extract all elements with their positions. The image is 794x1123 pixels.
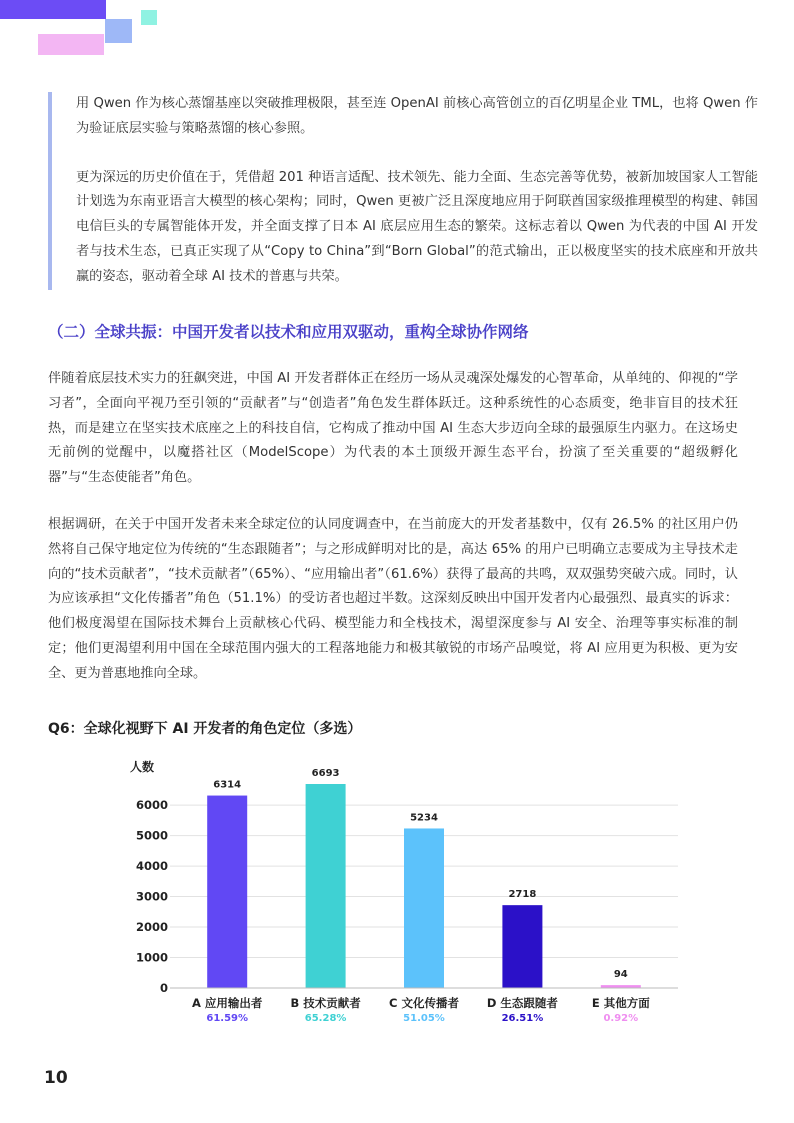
percentage-label-4: 26.51% — [501, 1013, 544, 1024]
percentage-label-1: 61.59% — [206, 1013, 249, 1024]
quote-paragraph-2: 更为深远的历史价值在于，凭借超 201 种语言适配、技术领先、能力全面、生态完善等优势，被新加坡国家人工智能计划选为东南亚语言大模型的核心架构；同时，Qwen 更被广泛且深度地应用于阿联酋国家级推理模型的构建、韩国电信巨头的专属智能体开发，并全面支撑了日本 AI 底层应用生态的繁荣。这标志着以 Qwen 为代表的中国 AI 开发者与技术生态，已真正实现了从“Copy to China”到“Born Global”的范式输出，正以极度坚实的技术底座和开放共赢的姿态，驱动着全球 AI 技术的普惠与共荣。 — [76, 169, 758, 284]
x-tick-label-4: D 生态跟随者 — [486, 996, 558, 1010]
bar-value-label-5: 94 — [613, 969, 628, 981]
bar-2 — [306, 784, 346, 988]
y-tick-label-2: 2000 — [135, 920, 168, 935]
y-tick-label-6: 6000 — [135, 798, 168, 813]
x-tick-label-1: A 应用输出者 — [191, 996, 263, 1010]
y-tick-label-3: 3000 — [135, 889, 168, 904]
body-paragraph-1: 伴随着底层技术实力的狂飙突进，中国 AI 开发者群体正在经历一场从灵魂深处爆发的心智革命，从单纯的、仰视的“学习者”，全面向平视乃至引领的“贡献者”与“创造者”角色发生群体跃迁。这种系统性的心态质变，绝非盲目的技术狂热，而是建立在坚实技术底座之上的科技自信，它构成了推动中国 AI 生态大步迈向全球的最强原生内驱力。在这场史无前例的觉醒中，以魔搭社区（ModelScope）为代表的本土顶级开源生态平台，扮演了至关重要的“超级孵化器”与“生态使能者”角色。 — [48, 371, 738, 486]
y-tick-label-5: 5000 — [135, 828, 168, 843]
bar-1 — [207, 796, 247, 988]
body-paragraph-2: 根据调研，在关于中国开发者未来全球定位的认同度调查中，在当前庞大的开发者基数中，仅有 26.5% 的社区用户仍然将自己保守地定位为传统的“生态跟随者”；与之形成鲜明对比的是，高达 65% 的用户已明确立志要成为主导技术走向的“技术贡献者”，“技术贡献者”（65%）、“应用输出者”（61.6%）获得了最高的共鸣，双双强势突破六成。同时，认为应该承担“文化传播者”角色（51.1%）的受访者也超过半数。这深刻反映出中国开发者内心最强烈、最真实的诉求：他们极度渴望在国际技术舞台上贡献核心代码、模型能力和全栈技术，渴望深度参与 AI 安全、治理等事实标准的制定；他们更渴望利用中国在全球范围内强大的工程落地能力和极其敏锐的市场产品嗅觉，将 AI 应用更为积极、更为安全、更为普惠地推向全球。 — [48, 517, 738, 681]
y-tick-label-1: 1000 — [135, 950, 168, 965]
x-tick-label-5: E 其他方面 — [591, 996, 650, 1010]
percentage-label-2: 65.28% — [304, 1013, 347, 1024]
bar-value-label-4: 2718 — [508, 889, 537, 901]
bar-value-label-2: 6693 — [311, 768, 340, 779]
y-tick-label-4: 4000 — [135, 859, 168, 874]
percentage-label-5: 0.92% — [603, 1013, 639, 1024]
x-tick-label-3: C 文化传播者 — [389, 996, 459, 1010]
bar-value-label-1: 6314 — [213, 779, 242, 791]
y-tick-label-0: 0 — [159, 981, 168, 995]
bar-4 — [502, 905, 542, 988]
bar-value-label-3: 5234 — [410, 812, 438, 824]
chart-title: Q6：全球化视野下 AI 开发者的角色定位（多选） — [48, 721, 362, 737]
page-number: 10 — [44, 1068, 68, 1088]
section-title: （二）全球共振：中国开发者以技术和应用双驱动，重构全球协作网络 — [48, 323, 529, 341]
x-tick-label-2: B 技术贡献者 — [290, 996, 361, 1010]
percentage-label-3: 51.05% — [403, 1013, 445, 1024]
quote-paragraph-1: 用 Qwen 作为核心蒸馏基座以突破推理极限，甚至连 OpenAI 前核心高管创立的百亿明星企业 TML，也将 Qwen 作为验证底层实验与策略蒸馏的核心参照。 — [76, 96, 758, 136]
y-axis-label: 人数 — [130, 760, 155, 774]
bar-3 — [404, 828, 444, 988]
